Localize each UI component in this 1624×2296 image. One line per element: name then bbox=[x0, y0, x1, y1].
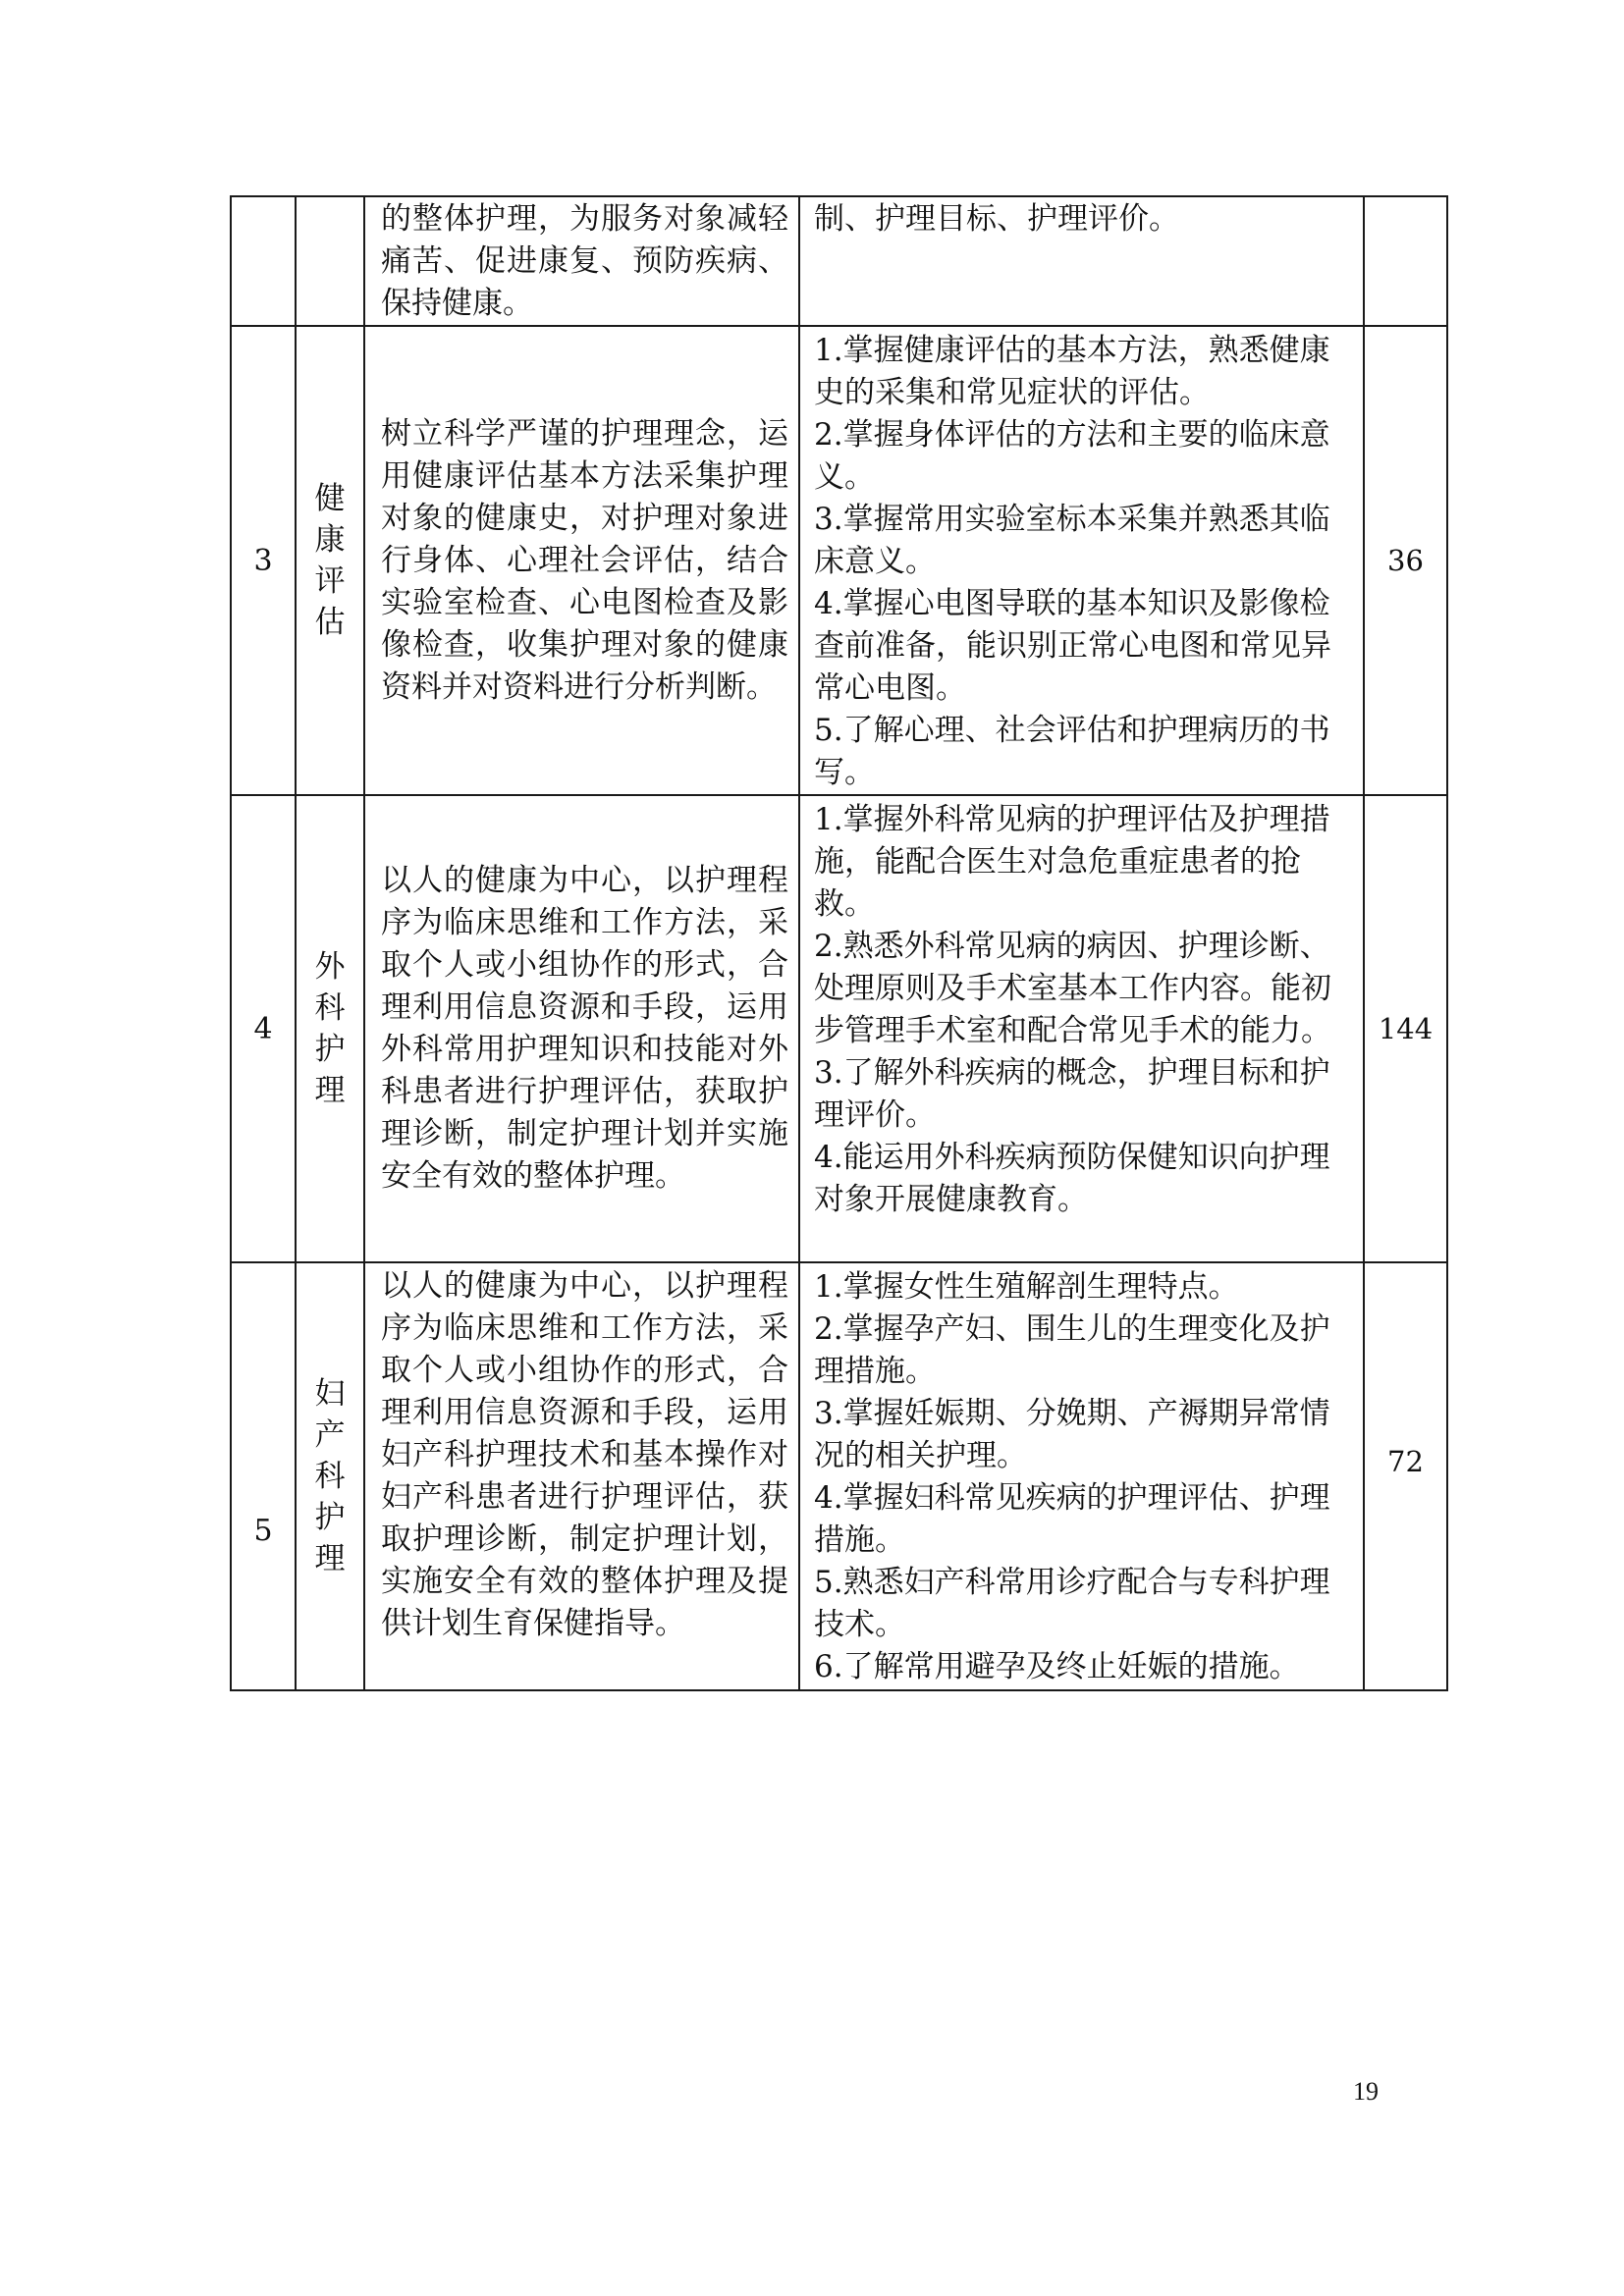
row-number-cell: 5 bbox=[231, 1262, 296, 1690]
course-goal-cell: 的整体护理，为服务对象减轻痛苦、促进康复、预防疾病、保持健康。 bbox=[364, 196, 799, 326]
requirement-item: 1.掌握健康评估的基本方法，熟悉健康史的采集和常见症状的评估。 bbox=[814, 333, 1330, 410]
hours-cell bbox=[1364, 196, 1447, 326]
course-name-cell: 外科护理 bbox=[296, 795, 364, 1262]
requirement-item: 4.掌握妇科常见疾病的护理评估、护理措施。 bbox=[814, 1480, 1330, 1558]
hours-cell: 72 bbox=[1364, 1262, 1447, 1690]
row-number-cell: 3 bbox=[231, 326, 296, 795]
table-row-health-assessment bbox=[231, 326, 1447, 795]
course-name-cell: 妇产科护理 bbox=[296, 1262, 364, 1690]
course-name-cell: 健康评估 bbox=[296, 326, 364, 795]
requirement-item: 2.掌握孕产妇、围生儿的生理变化及护理措施。 bbox=[814, 1311, 1330, 1389]
requirement-item: 4.掌握心电图导联的基本知识及影像检查前准备，能识别正常心电图和常见异常心电图。 bbox=[814, 586, 1331, 706]
requirement-item: 1.掌握女性生殖解剖生理特点。 bbox=[814, 1269, 1239, 1305]
requirement-item: 5.熟悉妇产科常用诊疗配合与专科护理技术。 bbox=[814, 1565, 1330, 1642]
page-number: 19 bbox=[1353, 2077, 1379, 2106]
requirement-item: 2.掌握身体评估的方法和主要的临床意义。 bbox=[814, 417, 1330, 495]
course-name-cell bbox=[296, 196, 364, 326]
course-requirements-cell bbox=[799, 795, 1364, 1262]
course-requirements-cell bbox=[799, 196, 1364, 326]
curriculum-table bbox=[230, 195, 1448, 1691]
row-number-cell: 4 bbox=[231, 795, 296, 1262]
course-goal-cell: 以人的健康为中心，以护理程序为临床思维和工作方法，采取个人或小组协作的形式，合理利用信息资源和手段，运用妇产科护理技术和基本操作对妇产科患者进行护理评估，获取护理诊断，制定护理计划，实施安全有效的整体护理及提供计划生育保健指导。 bbox=[364, 1262, 799, 1690]
hours-cell: 36 bbox=[1364, 326, 1447, 795]
requirement-item: 5.了解心理、社会评估和护理病历的书写。 bbox=[814, 713, 1330, 790]
requirement-item: 3.掌握妊娠期、分娩期、产褥期异常情况的相关护理。 bbox=[814, 1396, 1330, 1473]
requirement-item: 2.熟悉外科常见病的病因、护理诊断、处理原则及手术室基本工作内容。能初步管理手术室和配合常见手术的能力。 bbox=[814, 929, 1331, 1048]
course-goal-cell: 以人的健康为中心，以护理程序为临床思维和工作方法，采取个人或小组协作的形式，合理利用信息资源和手段，运用外科常用护理知识和技能对外科患者进行护理评估，获取护理诊断，制定护理计划并实施安全有效的整体护理。 bbox=[364, 795, 799, 1262]
requirement-item: 6.了解常用避孕及终止妊娠的措施。 bbox=[814, 1649, 1300, 1684]
course-requirements-cell bbox=[799, 326, 1364, 795]
course-requirements-cell bbox=[799, 1262, 1364, 1690]
requirement-item: 4.能运用外科疾病预防保健知识向护理对象开展健康教育。 bbox=[814, 1140, 1330, 1217]
course-goal-cell: 树立科学严谨的护理理念，运用健康评估基本方法采集护理对象的健康史，对护理对象进行身体、心理社会评估，结合实验室检查、心电图检查及影像检查，收集护理对象的健康资料并对资料进行分析判断。 bbox=[364, 326, 799, 795]
requirement-item: 1.掌握外科常见病的护理评估及护理措施，能配合医生对急危重症患者的抢救。 bbox=[814, 802, 1330, 922]
table-row-obstetric-nursing bbox=[231, 1262, 1447, 1690]
table-row-continued bbox=[231, 196, 1447, 326]
hours-cell: 144 bbox=[1364, 795, 1447, 1262]
table-row-surgical-nursing bbox=[231, 795, 1447, 1262]
requirement-item: 3.掌握常用实验室标本采集并熟悉其临床意义。 bbox=[814, 502, 1330, 579]
requirement-item: 制、护理目标、护理评价。 bbox=[814, 201, 1179, 237]
requirement-item: 3.了解外科疾病的概念，护理目标和护理评价。 bbox=[814, 1055, 1330, 1133]
row-number-cell bbox=[231, 196, 296, 326]
